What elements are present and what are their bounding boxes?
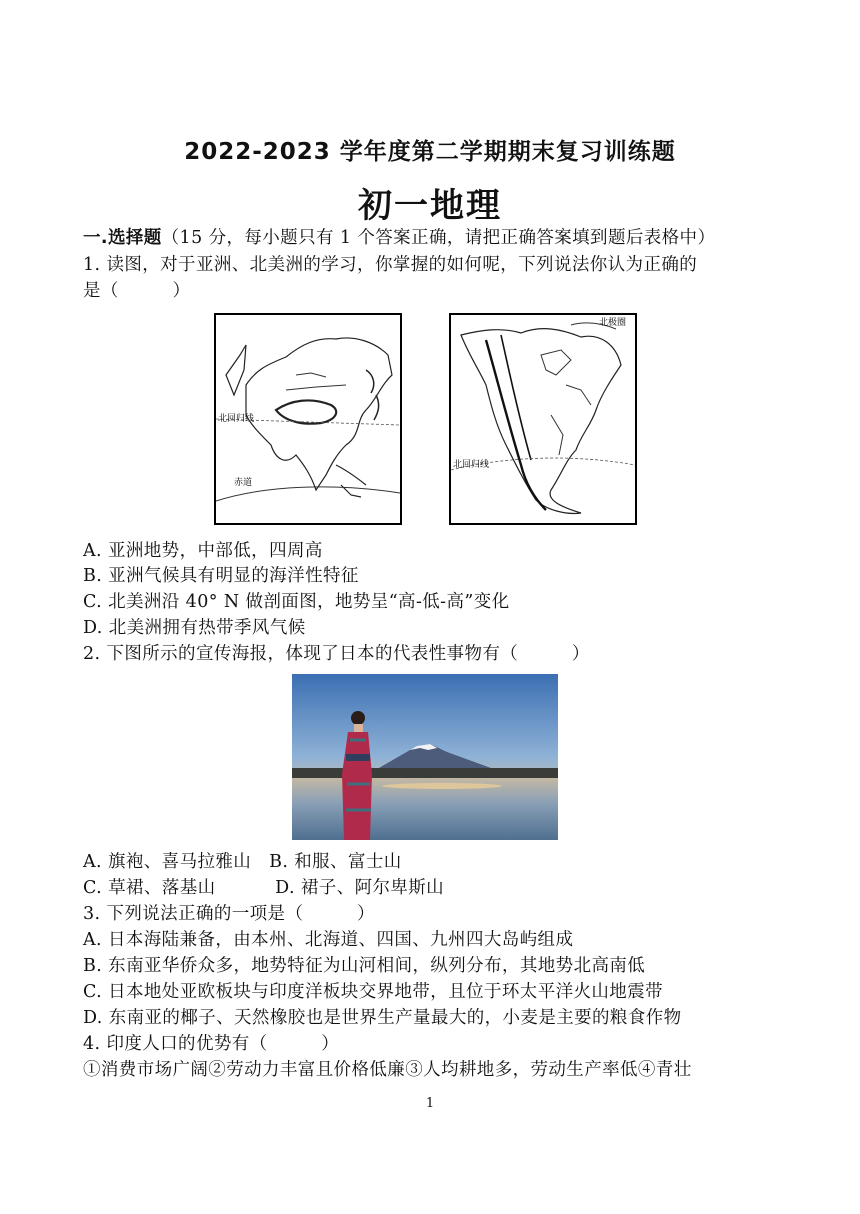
asia-map	[214, 313, 402, 525]
q1-option-a: A. 亚洲地势，中部低，四周高	[83, 541, 323, 561]
q1-stem-line2: 是（ ）	[83, 281, 191, 301]
q2-options-line2: C. 草裙、落基山 D. 裙子、阿尔卑斯山	[83, 878, 445, 898]
map-label-equator: 赤道	[234, 478, 253, 488]
q4-line2: ①消费市场广阔②劳动力丰富且价格低廉③人均耕地多，劳动生产率低④青壮	[83, 1060, 692, 1080]
section-label: 一.选择题	[83, 228, 162, 248]
map-label-tropic-na: 北回归线	[453, 460, 490, 470]
map-label-tropic: 北回归线	[218, 414, 255, 424]
exam-title: 2022-2023 学年度第二学期期末复习训练题	[184, 139, 676, 165]
q3-option-c: C. 日本地处亚欧板块与印度洋板块交界地带，且位于环太平洋火山地震带	[83, 982, 663, 1002]
q3-option-a: A. 日本海陆兼备，由本州、北海道、四国、九州四大岛屿组成	[83, 930, 574, 950]
q2-options-line1: A. 旗袍、喜马拉雅山 B. 和服、富士山	[83, 852, 402, 872]
q1-stem-line1: 1. 读图，对于亚洲、北美洲的学习，你掌握的如何呢，下列说法你认为正确的	[83, 255, 698, 275]
q3-option-b: B. 东南亚华侨众多，地势特征为山河相间，纵列分布，其地势北高南低	[83, 956, 646, 976]
section-heading	[83, 226, 715, 250]
section-note: （15 分，每小题只有 1 个答案正确，请把正确答案填到题后表格中）	[161, 228, 716, 248]
q1-option-b: B. 亚洲气候具有明显的海洋性特征	[83, 566, 359, 586]
q3-stem: 3. 下列说法正确的一项是（ ）	[83, 904, 375, 924]
subject-title: 初一地理	[358, 186, 502, 226]
q1-option-d: D. 北美洲拥有热带季风气候	[83, 618, 306, 638]
map-label-arctic-circle: 北极圈	[599, 318, 627, 328]
fuji-kimono-photo	[292, 674, 558, 840]
page-number: 1	[425, 1096, 435, 1111]
q3-option-d: D. 东南亚的椰子、天然橡胶也是世界生产量最大的，小麦是主要的粮食作物	[83, 1008, 682, 1028]
q4-stem: 4. 印度人口的优势有（ ）	[83, 1034, 340, 1054]
q2-stem: 2. 下图所示的宣传海报，体现了日本的代表性事物有（ ）	[83, 644, 590, 664]
q1-option-c: C. 北美洲沿 40° N 做剖面图，地势呈“高-低-高”变化	[83, 592, 510, 612]
north-america-map	[449, 313, 637, 525]
